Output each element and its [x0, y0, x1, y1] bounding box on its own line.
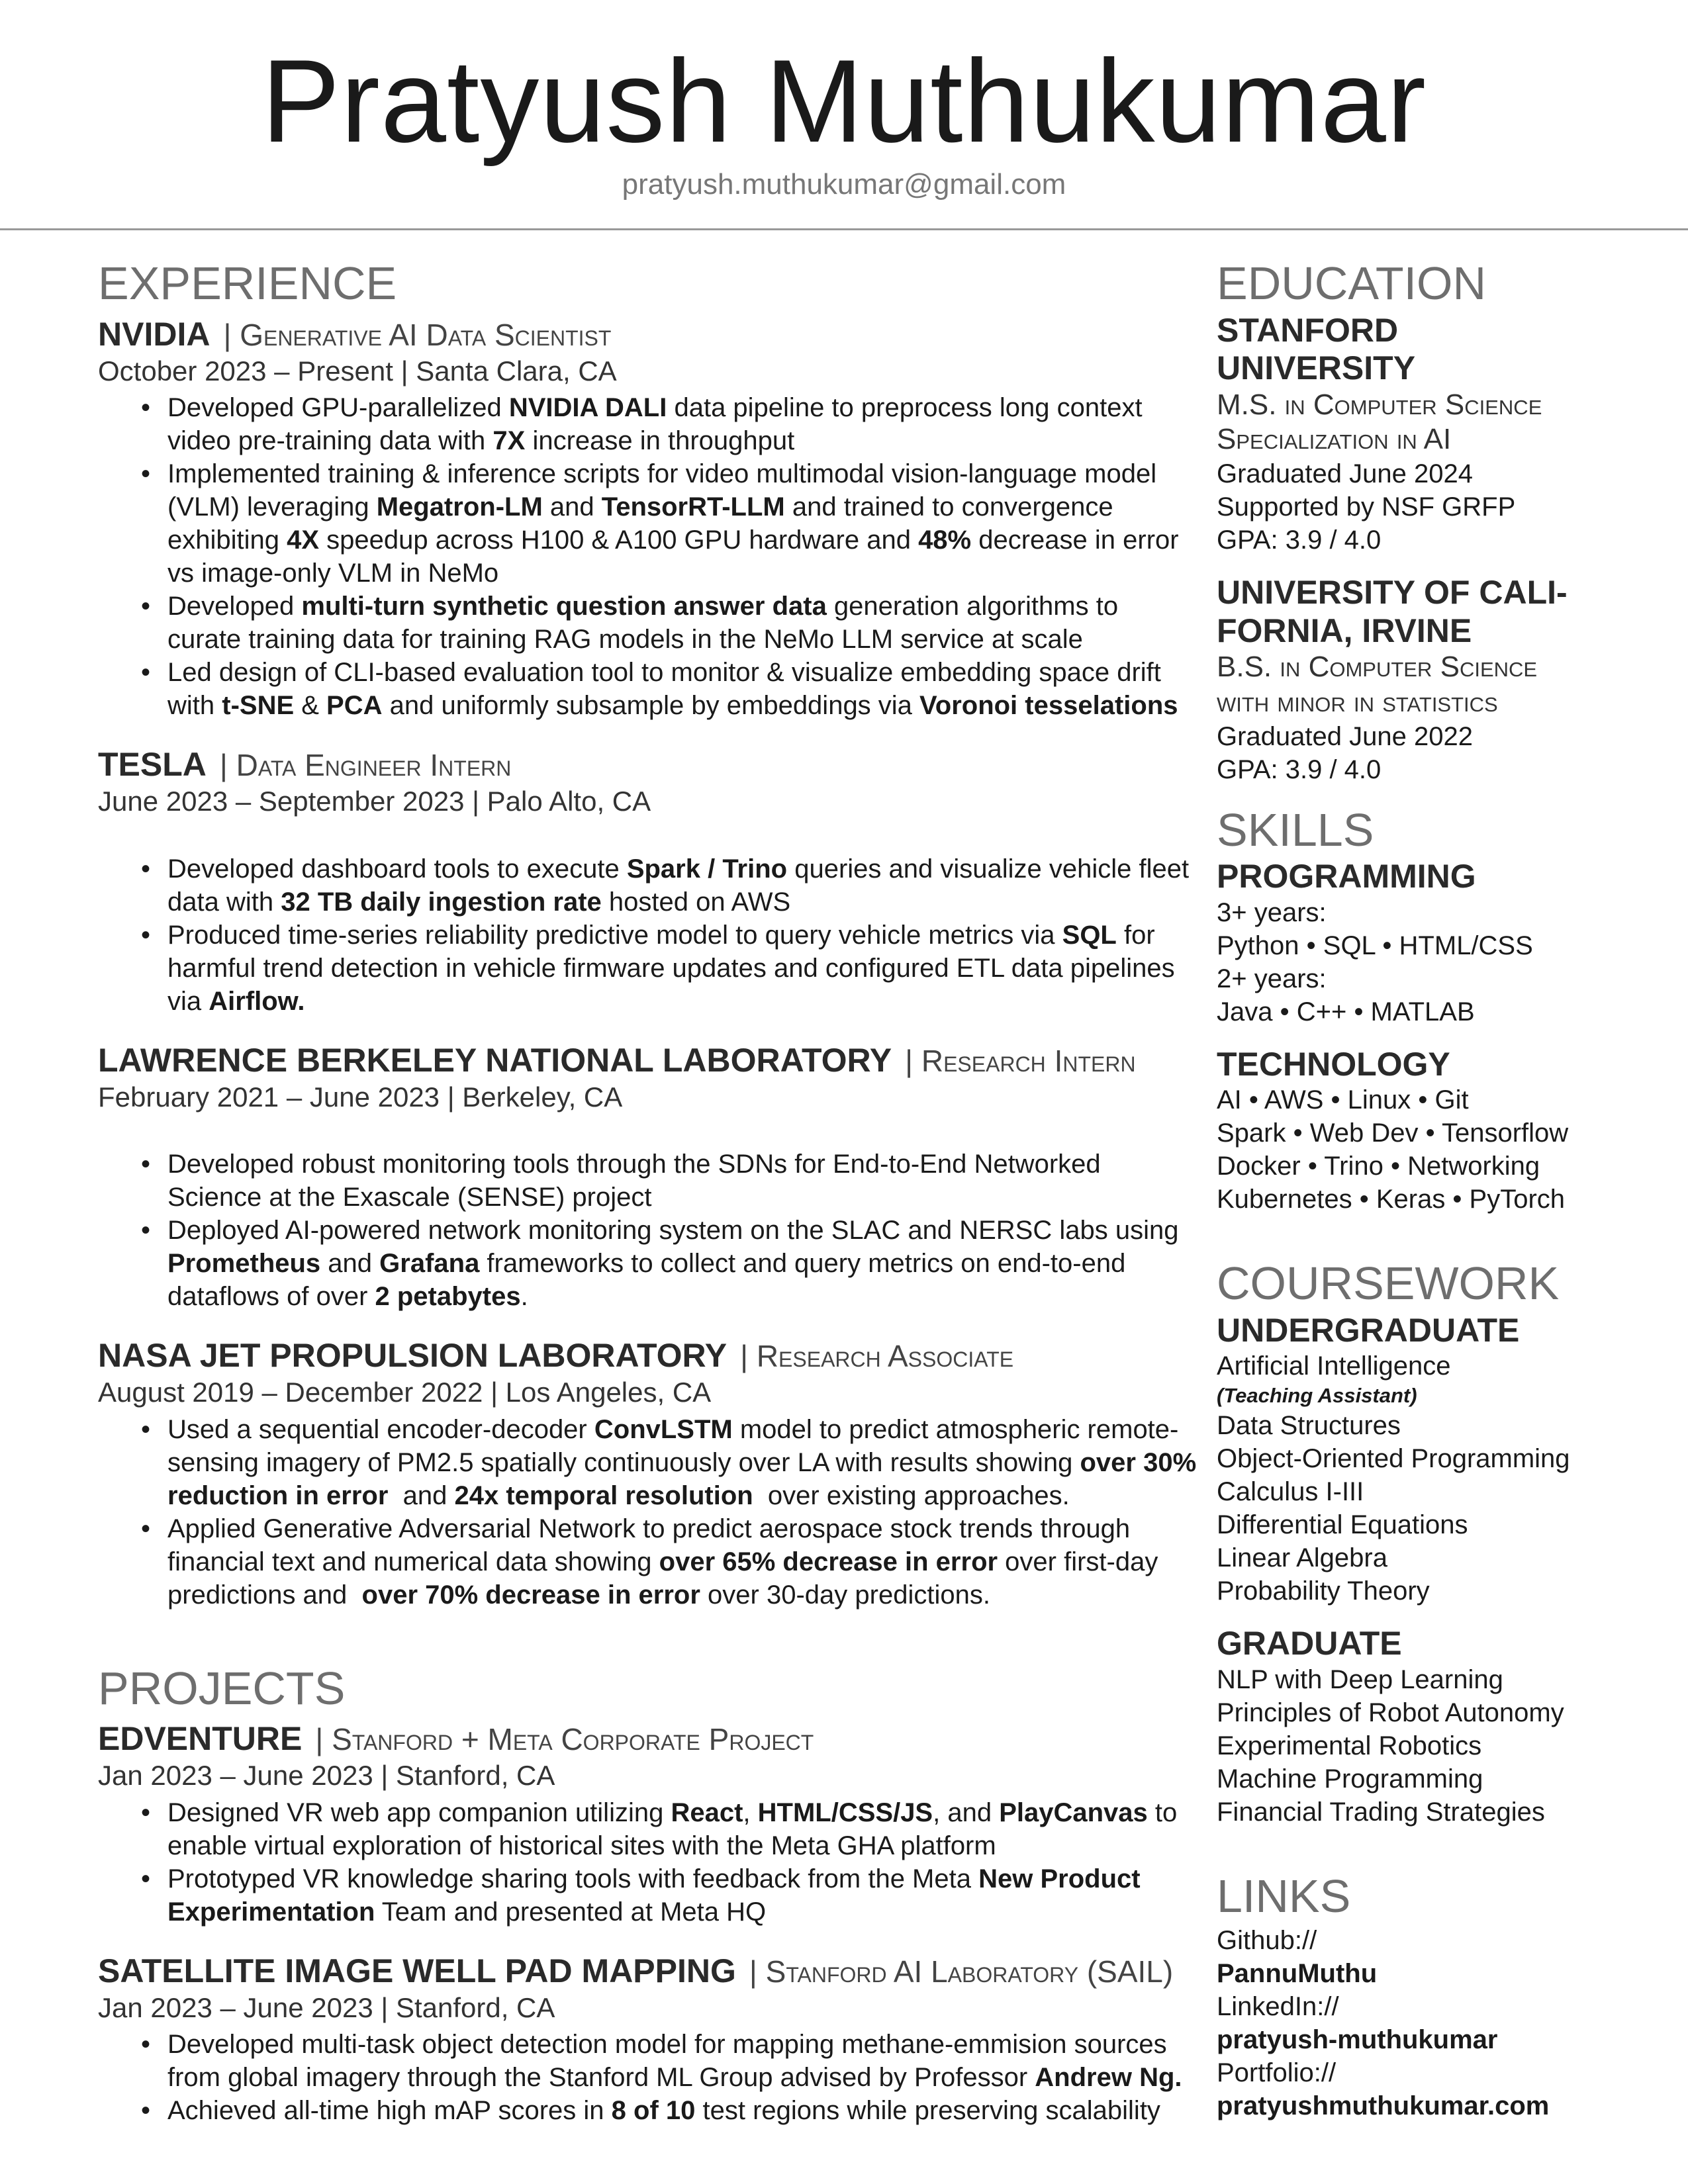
skill-line: 2+ years: — [1217, 964, 1327, 993]
link-label: Portfolio:// — [1217, 2058, 1336, 2088]
bullet-item: • Used a sequential encoder-decoder ConvLSTM model to predict atmospheric remote-sensing imagery of PM2.5 spatially continuously over LA with results showing over 30% reduction in error and 24x temporal resolution over existing approaches. — [167, 1413, 1197, 1512]
skill-line: Docker • Trino • Networking — [1217, 1152, 1540, 1181]
bullet-item: • Led design of CLI-based evaluation tool to monitor & visualize embedding space drift with t-SNE & PCA and uniformly subsample by embeddings via Voronoi tesselations — [167, 656, 1197, 722]
bullet-list — [98, 391, 1197, 722]
role-title: | Stanford AI Laboratory (SAIL) — [749, 1954, 1173, 1989]
resume-header — [0, 0, 1688, 230]
degree-line: Specialization in AI — [1217, 423, 1452, 456]
entry — [98, 314, 1197, 723]
course-item: Experimental Robotics — [1217, 1731, 1482, 1760]
projects-heading: PROJECTS — [98, 1662, 346, 1714]
link-label: LinkedIn:// — [1217, 1992, 1339, 2022]
bullet-item: • Developed robust monitoring tools through the SDNs for End-to-End Networked Science at the Exascale (SENSE) project — [167, 1148, 1197, 1214]
bullet-list — [98, 1148, 1197, 1313]
undergraduate-heading: UNDERGRADUATE — [1217, 1311, 1520, 1349]
spacer — [98, 822, 1197, 852]
skill-line: Kubernetes • Keras • PyTorch — [1217, 1185, 1566, 1214]
bullet-list — [98, 1796, 1197, 1929]
bullet-item: • Prototyped VR knowledge sharing tools with feedback from the Meta New Product Experimentation Team and presented at Meta HQ — [167, 1862, 1197, 1929]
teaching-assistant-note: (Teaching Assistant) — [1217, 1384, 1417, 1408]
date-location: August 2019 – December 2022 | Los Angeles, CA — [98, 1377, 712, 1408]
degree-line: M.S. in Computer Science — [1217, 388, 1542, 421]
entry — [98, 1040, 1197, 1314]
bullet-item: • Implemented training & inference scripts for video multimodal vision-language model (VLM) leveraging Megatron-LM and TensorRT-LLM and trained to convergence exhibiting 4X speedup across H100 & A100 GPU hardware and 48% decrease in error vs image-only VLM in NeMo — [167, 457, 1197, 590]
education-detail: Graduated June 2022 — [1217, 721, 1473, 751]
technology-heading: TECHNOLOGY — [1217, 1045, 1450, 1083]
course-item: Object-Oriented Programming — [1217, 1444, 1570, 1474]
org-line — [98, 1951, 1197, 1991]
education-detail: Graduated June 2024 — [1217, 459, 1473, 489]
course-item: Principles of Robot Autonomy — [1217, 1698, 1564, 1727]
course-item: Artificial Intelligence — [1217, 1351, 1451, 1381]
org-line — [98, 745, 1197, 784]
degree-line: with minor in statistics — [1217, 685, 1498, 718]
organization-name: TESLA — [98, 746, 207, 783]
bullet-item: • Deployed AI-powered network monitoring system on the SLAC and NERSC labs using Prometheus and Grafana frameworks to collect and query metrics on end-to-end dataflows of over 2 petabytes. — [167, 1214, 1197, 1313]
education-detail: Supported by NSF GRFP — [1217, 492, 1516, 522]
degree-line: B.S. in Computer Science — [1217, 651, 1538, 684]
programming-heading: PROGRAMMING — [1217, 858, 1476, 895]
skills-heading: SKILLS — [1217, 803, 1374, 856]
skill-line: Java • C++ • MATLAB — [1217, 997, 1475, 1026]
links-heading: LINKS — [1217, 1870, 1351, 1922]
date-location: October 2023 – Present | Santa Clara, CA — [98, 355, 617, 387]
skill-line: Python • SQL • HTML/CSS — [1217, 931, 1533, 960]
graduate-heading: GRADUATE — [1217, 1625, 1402, 1662]
role-title: | Research Intern — [905, 1044, 1135, 1078]
spacer — [1217, 786, 1601, 803]
date-location: February 2021 – June 2023 | Berkeley, CA — [98, 1081, 623, 1113]
bullet-item: • Applied Generative Adversarial Network to predict aerospace stock trends through financial text and numerical data showing over 65% decrease in error over first-day predictions and over 70% decrease in error over 30-day predictions. — [167, 1512, 1197, 1612]
bullet-item: • Developed multi-task object detection model for mapping methane-emmision sources from global imagery through the Stanford ML Group advised by Professor Andrew Ng. — [167, 2028, 1197, 2094]
experience-list — [98, 314, 1197, 1612]
school-name: UNIVERSITY OF CALI- FORNIA, IRVINE — [1217, 574, 1568, 649]
education-heading: EDUCATION — [1217, 257, 1487, 309]
entry — [98, 1719, 1197, 1929]
organization-name: LAWRENCE BERKELEY NATIONAL LABORATORY — [98, 1041, 892, 1079]
spacer — [98, 1117, 1197, 1148]
link-value[interactable]: pratyush-muthukumar — [1217, 2025, 1498, 2055]
bullet-item: • Developed multi-turn synthetic question answer data generation algorithms to curate training data for training RAG models in the NeMo LLM service at scale — [167, 590, 1197, 656]
coursework-heading: COURSEWORK — [1217, 1257, 1560, 1310]
organization-name: EDVENTURE — [98, 1720, 303, 1757]
left-column — [98, 257, 1197, 2150]
link-value[interactable]: pratyushmuthukumar.com — [1217, 2091, 1550, 2121]
role-title: | Research Associate — [740, 1339, 1013, 1373]
org-line — [98, 1040, 1197, 1080]
email-address[interactable]: pratyush.muthukumar@gmail.com — [622, 168, 1066, 201]
course-item: Linear Algebra — [1217, 1543, 1387, 1573]
bullet-item: • Produced time-series reliability predictive model to query vehicle metrics via SQL for harmful trend detection in vehicle firmware updates and configured ETL data pipelines via Airflow. — [167, 919, 1197, 1018]
course-item: Machine Programming — [1217, 1764, 1483, 1794]
candidate-name: Pratyush Muthukumar — [261, 35, 1427, 167]
skill-line: Spark • Web Dev • Tensorflow — [1217, 1118, 1569, 1148]
organization-name: NVIDIA — [98, 315, 211, 353]
entry — [98, 1951, 1197, 2128]
role-title: | Stanford + Meta Corporate Project — [315, 1722, 814, 1756]
bullet-item: • Developed dashboard tools to execute Spark / Trino queries and visualize vehicle fleet data with 32 TB daily ingestion rate hosted on AWS — [167, 852, 1197, 919]
bullet-list — [98, 852, 1197, 1018]
technology-list — [1217, 1083, 1601, 1216]
date-location: Jan 2023 – June 2023 | Stanford, CA — [98, 1760, 555, 1791]
education-detail: GPA: 3.9 / 4.0 — [1217, 525, 1382, 555]
links-list — [1217, 1924, 1601, 2122]
organization-name: NASA JET PROPULSION LABORATORY — [98, 1337, 727, 1374]
link-label: Github:// — [1217, 1926, 1317, 1956]
course-item: NLP with Deep Learning — [1217, 1664, 1503, 1694]
bullet-item: • Achieved all-time high mAP scores in 8 of 10 test regions while preserving scalability — [167, 2094, 1197, 2127]
role-title: | Generative AI Data Scientist — [223, 318, 611, 352]
experience-heading: EXPERIENCE — [98, 257, 397, 309]
education-detail: GPA: 3.9 / 4.0 — [1217, 754, 1382, 784]
course-item: Calculus I-III — [1217, 1477, 1364, 1507]
spacer — [1217, 557, 1601, 574]
school-name: STANFORD UNIVERSITY — [1217, 311, 1416, 387]
bullet-item: • Designed VR web app companion utilizing React, HTML/CSS/JS, and PlayCanvas to enable virtual exploration of historical sites with the Meta GHA platform — [167, 1796, 1197, 1862]
project-list — [98, 1719, 1197, 2127]
undergraduate-course-list — [1217, 1409, 1601, 1608]
graduate-course-list — [1217, 1663, 1601, 1829]
bullet-list — [98, 2028, 1197, 2127]
course-item: Probability Theory — [1217, 1576, 1430, 1606]
entry — [98, 745, 1197, 1018]
right-column — [1217, 257, 1601, 2122]
education-list — [1217, 312, 1601, 803]
course-item: Financial Trading Strategies — [1217, 1797, 1545, 1827]
org-line — [98, 1719, 1197, 1758]
skill-line: AI • AWS • Linux • Git — [1217, 1085, 1469, 1115]
course-item: Data Structures — [1217, 1411, 1401, 1441]
date-location: June 2023 – September 2023 | Palo Alto, CA — [98, 786, 651, 817]
bullet-item: • Developed GPU-parallelized NVIDIA DALI data pipeline to preprocess long context video pre-training data with 7X increase in throughput — [167, 391, 1197, 457]
org-line — [98, 1336, 1197, 1375]
programming-list — [1217, 896, 1601, 1028]
link-value[interactable]: PannuMuthu — [1217, 1959, 1378, 1989]
entry — [98, 1336, 1197, 1612]
bullet-list — [98, 1413, 1197, 1612]
course-item: Differential Equations — [1217, 1510, 1468, 1540]
org-line — [98, 314, 1197, 354]
skill-line: 3+ years: — [1217, 897, 1327, 927]
role-title: | Data Engineer Intern — [220, 748, 511, 782]
date-location: Jan 2023 – June 2023 | Stanford, CA — [98, 1991, 555, 2023]
organization-name: SATELLITE IMAGE WELL PAD MAPPING — [98, 1952, 736, 1989]
